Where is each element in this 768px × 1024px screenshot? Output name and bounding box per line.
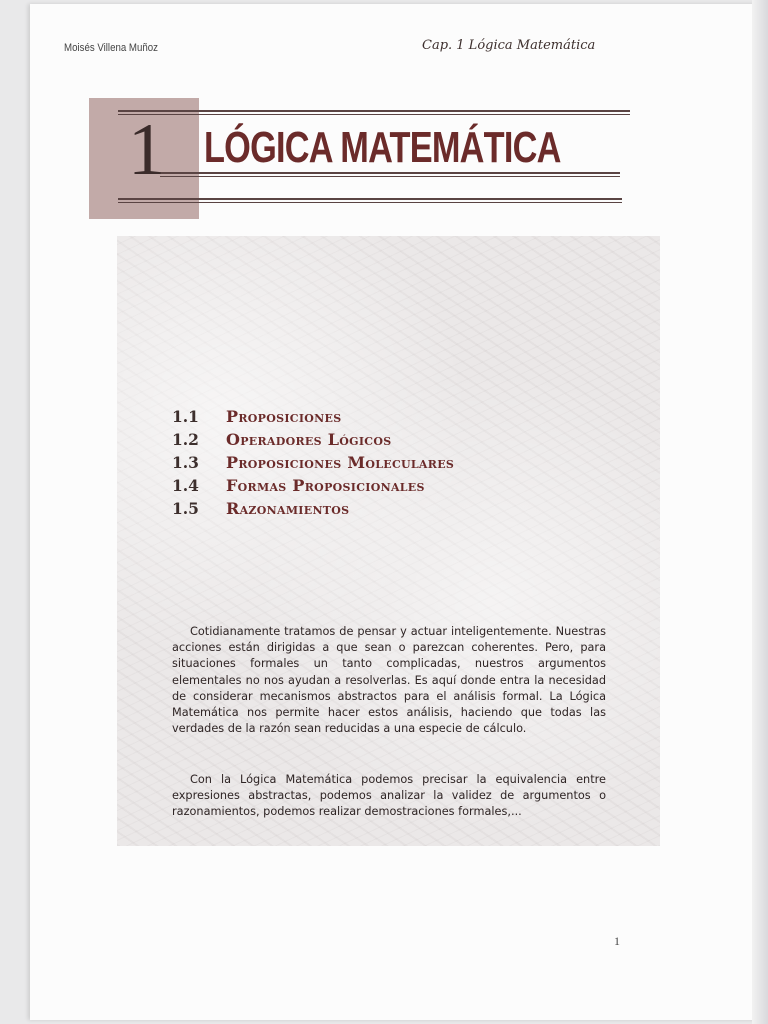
toc-item: [172, 405, 454, 428]
toc-item-title: Proposiciones Moleculares: [226, 453, 455, 472]
title-rule-bottom: [118, 198, 622, 200]
toc-item: [172, 428, 454, 451]
marble-background: [117, 236, 660, 846]
chapter-title: LÓGICA MATEMÁTICA: [204, 123, 561, 172]
toc-item-title: Proposiciones: [226, 407, 342, 426]
page-number: 1: [614, 934, 620, 948]
toc-item: [172, 474, 454, 497]
intro-paragraph-2: Con la Lógica Matemática podemos precisar la equivalencia entre expresiones abstractas, podemos analizar la validez de argumentos o razonamientos, podemos realizar demostraciones formales,...: [172, 773, 606, 819]
intro-paragraph-1: Cotidianamente tratamos de pensar y actuar inteligentemente. Nuestras acciones están dirigidas a que sean o parezcan coherentes. Pero, para situaciones formales un tanto complicadas, nuestros argumentos elementales no nos ayudan a resolverlas. Es aquí donde entra la necesidad de considerar mecanismos abstractos para el análisis formal. La Lógica Matemática nos permite hacer estos análisis, haciendo que todas las verdades de la razón sean reducidas a una especie de cálculo.: [172, 625, 606, 736]
table-of-contents: [172, 405, 454, 520]
toc-item-number: 1.2: [172, 430, 199, 449]
toc-item: [172, 451, 454, 474]
toc-item-number: 1.5: [172, 499, 199, 518]
page-edge: [752, 0, 768, 1024]
toc-item-title: Formas Proposicionales: [226, 476, 425, 495]
toc-item-title: Razonamientos: [226, 499, 350, 518]
title-rule-top-thin: [118, 114, 630, 115]
header-author: Moisés Villena Muñoz: [64, 42, 158, 54]
toc-item: [172, 497, 454, 520]
chapter-number: 1: [128, 109, 165, 191]
toc-item-title: Operadores Lógicos: [226, 430, 392, 449]
toc-item-number: 1.1: [172, 407, 199, 426]
toc-item-number: 1.3: [172, 453, 199, 472]
toc-item-number: 1.4: [172, 476, 199, 495]
title-rule-bottom-thin: [118, 202, 622, 203]
header-chapter-ref: Cap. 1 Lógica Matemática: [422, 38, 596, 53]
title-rule-top: [118, 110, 630, 112]
title-rule-under-thin: [160, 176, 620, 177]
